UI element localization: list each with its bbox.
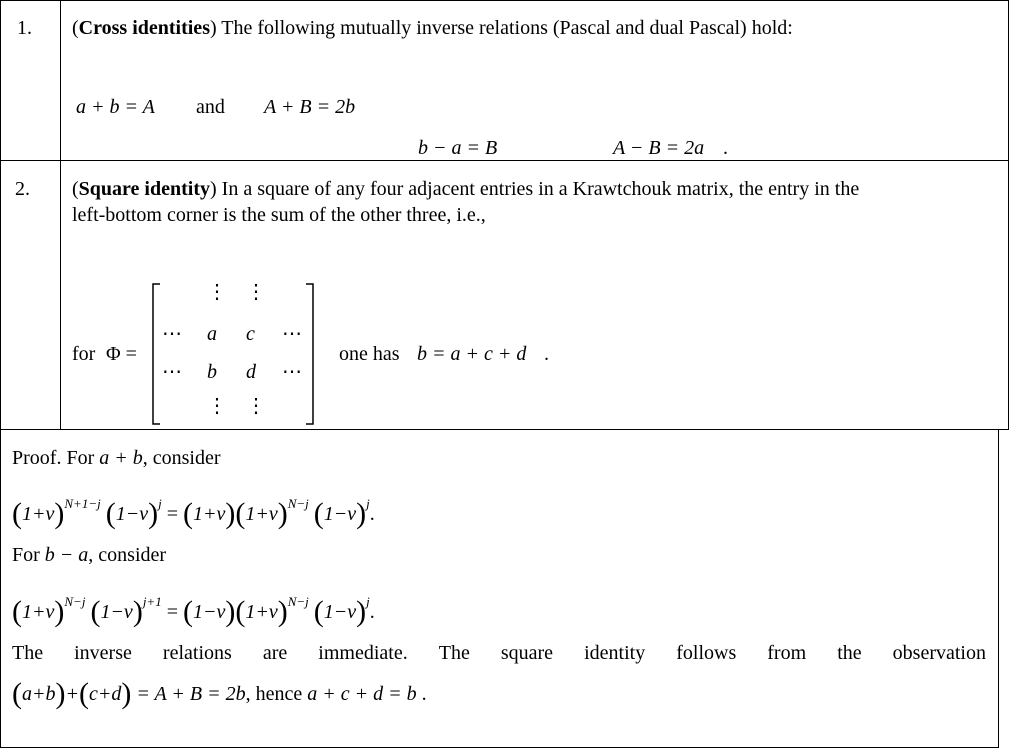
item2-one-has: one has — [339, 343, 400, 365]
item1-and: and — [196, 96, 225, 118]
matrix-cdots-1: ⋯ — [162, 323, 182, 345]
proof-line2 — [12, 545, 166, 565]
proof-eq1: $(1+v)^{N+1-j}$ $(1-v)^j = (1+v)(1+v)^{N-j}$ $(1-v)^j$. — [12, 496, 375, 530]
proof-line1-expr: a + b — [99, 447, 143, 469]
proof-line1 — [12, 448, 221, 468]
matrix-entry-d: d — [246, 361, 256, 383]
proof-line2-suffix: , consider — [88, 544, 167, 566]
item1-number: 1. — [17, 17, 32, 39]
item1-eq-A-plus-B: A + B = 2b — [264, 96, 356, 118]
matrix-entry-c: c — [246, 323, 255, 345]
item1-eq-b-minus-a: b − a = B — [418, 137, 498, 159]
matrix-vdots-4: ⋮ — [246, 395, 266, 417]
matrix-vdots-1: ⋮ — [207, 281, 227, 303]
proof-line2-expr: b − a — [44, 544, 89, 566]
column-divider — [60, 0, 61, 430]
item2-period: . — [544, 343, 549, 365]
proof-last-line2: (a+b)+(c+d) = A + B = 2b, hence a + c + d = b . — [12, 677, 427, 710]
right-bracket — [306, 284, 313, 424]
matrix-vdots-3: ⋮ — [207, 395, 227, 417]
matrix-vdots-2: ⋮ — [246, 281, 266, 303]
item1-eq-A-minus-B: A − B = 2a — [613, 137, 705, 159]
item1-title: Cross identities — [78, 17, 210, 39]
proof-eq2: $(1+v)^{N-j}$ $(1-v)^{j+1} = (1-v)(1+v)^{N-j}$ $(1-v)^j$. — [12, 594, 375, 628]
item1-period: . — [723, 137, 728, 159]
proof-last-line1: The inverse relations are immediate. The square identity follows from the observation — [12, 642, 986, 664]
matrix-entry-a: a — [207, 323, 217, 345]
proof-line1-suffix: , consider — [142, 447, 221, 469]
proof-line2-prefix: For — [12, 544, 40, 566]
proof-line1-prefix: Proof. For — [12, 447, 95, 469]
matrix-cdots-2: ⋯ — [282, 323, 302, 345]
item2-statement: (Square identity) In a square of any four adjacent entries in a Krawtchouk matrix, the entry in the left-bottom corner is the sum of the other three, i.e., — [72, 176, 996, 228]
item1-statement: (Cross identities) The following mutually inverse relations (Pascal and dual Pascal) hold: — [72, 17, 793, 39]
matrix-entry-b: b — [207, 361, 217, 383]
item2-phi: Φ = — [106, 343, 137, 365]
matrix-cdots-3: ⋯ — [162, 361, 182, 383]
matrix-brackets — [150, 282, 320, 428]
item2-number: 2. — [15, 178, 30, 200]
matrix-cdots-4: ⋯ — [282, 361, 302, 383]
item2-for: for — [72, 343, 96, 365]
item1-text: The following mutually inverse relations (Pascal and dual Pascal) hold: — [216, 17, 793, 39]
left-bracket — [153, 284, 160, 424]
item1-eq-a-plus-b: a + b = A — [76, 96, 155, 118]
item2-text-line2: left-bottom corner is the sum of the other three, i.e., — [72, 204, 486, 226]
item2-result: b = a + c + d — [417, 343, 527, 365]
item2-title: Square identity — [78, 178, 210, 200]
item2-text-line1: In a square of any four adjacent entries in a Krawtchouk matrix, the entry in the — [216, 178, 860, 200]
